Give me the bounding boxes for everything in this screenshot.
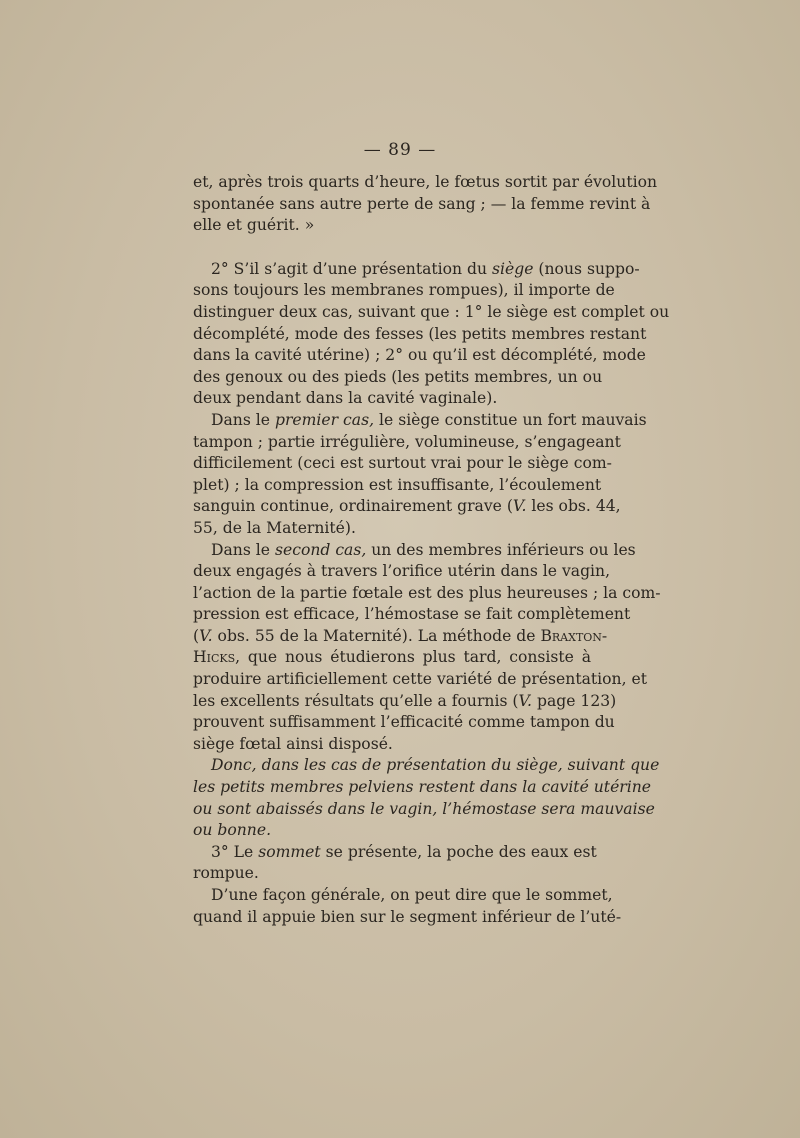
text-line: [193, 647, 591, 669]
body-text: [193, 172, 670, 928]
text-line: [193, 863, 591, 885]
text-line: [193, 691, 617, 713]
text-run: Donc, dans les cas de présentation du siège, suivant que: [211, 756, 660, 775]
text-run: Braxton-: [540, 626, 608, 645]
text-line: [193, 799, 655, 821]
text-line: [193, 432, 621, 454]
text-line: [193, 540, 636, 562]
text-line: [193, 842, 597, 864]
text-line: [193, 583, 661, 605]
text-run: se présente, la poche des eaux est: [320, 842, 597, 861]
text-run: sanguin continue, ordinairement grave (: [193, 497, 513, 516]
text-run: page 123): [532, 691, 617, 710]
text-run: plet) ; la compression est insuffisante, l’écoulement: [193, 475, 602, 494]
text-run: difficilement (ceci est surtout vrai pour le siège com-: [193, 454, 612, 473]
text-line: [193, 496, 621, 518]
text-run: le siège constitue un fort mauvais: [374, 410, 647, 429]
text-line: [193, 194, 651, 216]
text-run: les obs. 44,: [526, 497, 621, 516]
text-run: tampon ; partie irrégulière, volumineuse, s’engageant: [193, 432, 621, 451]
text-line: [193, 367, 603, 389]
text-run: (: [193, 626, 200, 645]
text-run: un des membres inférieurs ou les: [366, 540, 636, 559]
text-run: V.: [512, 497, 527, 516]
text-line: [193, 734, 591, 756]
text-line: [193, 345, 646, 367]
text-line: [193, 259, 640, 281]
text-run: dans la cavité utérine) ; 2° ou qu’il est décomplété, mode: [193, 346, 646, 365]
text-run: deux engagés à travers l’orifice utérin dans le vagin,: [193, 562, 611, 581]
text-run: siège fœtal ainsi disposé.: [193, 734, 393, 753]
paragraph-gap: [193, 237, 591, 259]
text-run: sons toujours les membranes rompues), il importe de: [193, 281, 615, 300]
text-run: Dans le: [211, 410, 275, 429]
text-line: [193, 820, 591, 842]
text-line: [193, 280, 615, 302]
text-run: siège: [492, 259, 534, 278]
text-run: les petits membres pelviens restent dans la cavité utérine: [193, 778, 652, 797]
text-run: ou bonne.: [193, 821, 272, 840]
text-line: [193, 885, 613, 907]
text-line: [193, 453, 612, 475]
text-run: produire artificiellement cette variété de présentation, et: [193, 670, 647, 689]
text-run: V.: [199, 626, 213, 645]
text-line: [193, 302, 670, 324]
text-line: [193, 712, 615, 734]
text-run: 3° Le: [211, 842, 259, 861]
text-run: sommet: [258, 842, 321, 861]
text-run: deux pendant dans la cavité vaginale).: [193, 389, 498, 408]
text-line: [193, 172, 658, 194]
text-line: [193, 561, 611, 583]
text-line: [193, 626, 608, 648]
text-run: quand il appuie bien sur le segment inférieur de l’uté-: [193, 907, 622, 926]
text-run: spontanée sans autre perte de sang ; — la femme revint à: [193, 194, 651, 213]
text-run: et, après trois quarts d’heure, le fœtus sortit par évolution: [193, 173, 658, 191]
text-run: des genoux ou des pieds (les petits membres, un ou: [193, 367, 603, 386]
text-run: second cas,: [274, 540, 367, 559]
text-line: [193, 604, 631, 626]
text-run: D’une façon générale, on peut dire que le sommet,: [211, 886, 613, 904]
text-line: [193, 669, 647, 691]
text-run: rompue.: [193, 864, 259, 883]
text-run: obs. 55 de la Maternité). La méthode de: [212, 626, 541, 645]
text-run: que nous étudierons plus tard, consiste à: [240, 648, 591, 667]
text-run: prouvent suffisamment l’efficacité comme tampon du: [193, 713, 615, 732]
text-run: décomplété, mode des fesses (les petits membres restant: [193, 324, 647, 343]
text-line: [193, 410, 647, 432]
text-run: (nous suppo-: [533, 259, 640, 278]
text-run: distinguer deux cas, suivant que : 1° le siège est complet ou: [193, 302, 670, 321]
text-run: ou sont abaissés dans le vagin, l’hémostase sera mauvaise: [193, 799, 655, 818]
text-line: [193, 388, 591, 410]
text-line: [193, 777, 652, 799]
page-number: — 89 —: [363, 140, 437, 160]
text-run: l’action de la partie fœtale est des plus heureuses ; la com-: [193, 583, 661, 602]
text-run: premier cas,: [274, 410, 375, 429]
text-run: elle et guérit. »: [193, 216, 315, 235]
text-line: [193, 907, 622, 929]
text-run: pression est efficace, l’hémostase se fait complètement: [193, 605, 631, 624]
text-run: 2° S’il s’agit d’une présentation du: [211, 259, 493, 278]
text-line: [193, 518, 591, 540]
text-line: [193, 755, 660, 777]
text-run: V.: [518, 691, 532, 710]
text-run: les excellents résultats qu’elle a fournis (: [193, 691, 519, 710]
text-run: Hicks,: [193, 648, 241, 667]
text-line: [193, 215, 591, 237]
text-line: [193, 475, 602, 497]
text-run: Dans le: [211, 540, 275, 559]
text-run: 55, de la Maternité).: [193, 518, 356, 537]
text-line: [193, 324, 647, 346]
